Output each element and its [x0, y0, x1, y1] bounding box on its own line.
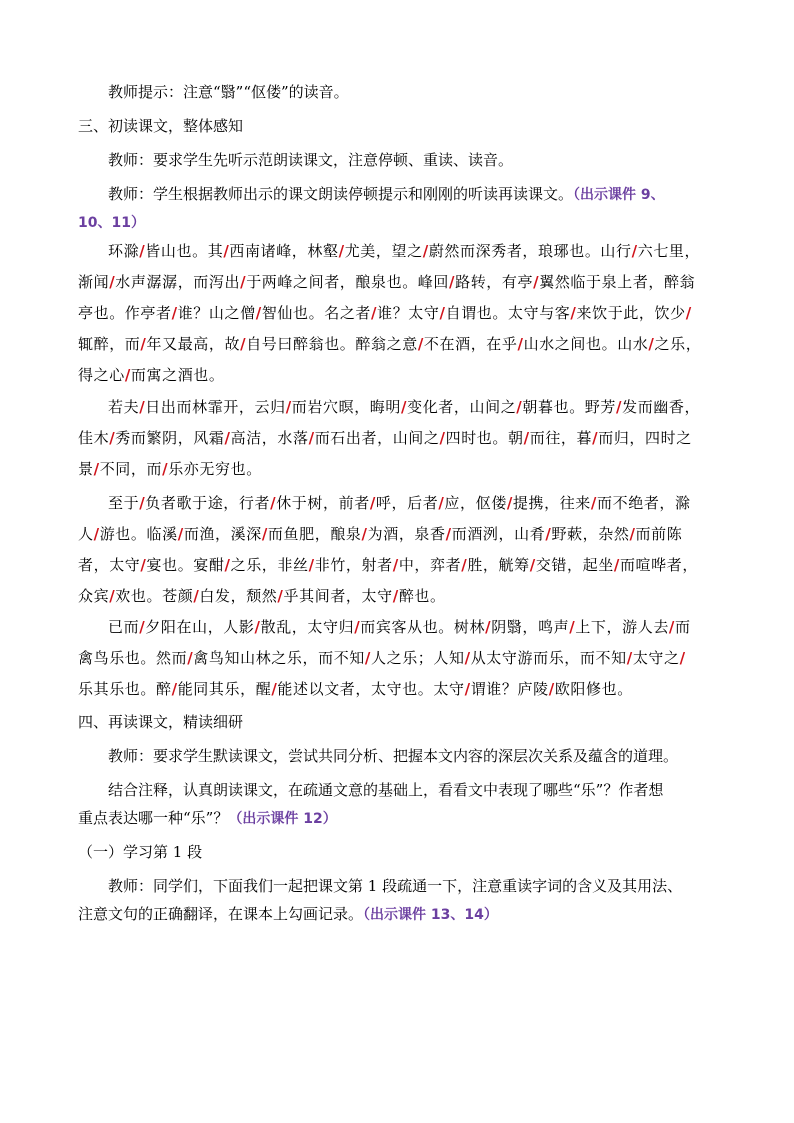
classical-line: 至于/负者歌于途，行者/休于树，前者/呼，后者/应，伛偻/提携，往来/而不绝者，滁 — [108, 494, 691, 512]
classical-line: 景/不同，而/乐亦无穷也。 — [78, 460, 262, 478]
classical-line: 渐闻/水声潺潺，而泻出/于两峰之间者，酿泉也。峰回/路转，有亭/翼然临于泉上者，醉翁 — [78, 273, 696, 291]
question-line-1: 结合注释，认真朗读课文，在疏通文意的基础上，看看文中表现了哪些“乐”？作者想 — [108, 781, 664, 799]
teacher-tip: 教师提示：注意“翳”“伛偻”的读音。 — [108, 83, 349, 101]
classical-line: 佳木/秀而繁阴，风霜/高洁，水落/而石出者，山间之/四时也。朝/而往，暮/而归，四时之 — [78, 429, 692, 447]
teacher-instruction-2 — [108, 184, 665, 205]
section-heading-3: 三、初读课文，整体感知 — [78, 117, 244, 135]
courseware-ref-continued — [78, 212, 145, 233]
classical-line: 乐其乐也。醉/能同其乐，醒/能述以文者，太守也。太守/谓谁？庐陵/欧阳修也。 — [78, 680, 633, 698]
teacher-instruction-4-cont — [78, 904, 498, 925]
teacher-instruction: 教师：要求学生先听示范朗读课文，注意停顿、重读、读音。 — [108, 151, 514, 169]
instruction-text: 教师：学生根据教师出示的课文朗读停顿提示和刚刚的听读再读课文。 — [108, 185, 574, 203]
courseware-ref: （出示课件 9、 — [573, 187, 665, 203]
teacher-instruction-3: 教师：要求学生默读课文，尝试共同分析、把握本文内容的深层次关系及蕴含的道理。 — [108, 747, 679, 765]
classical-line: 环滁/皆山也。其/西南诸峰，林壑/尤美，望之/蔚然而深秀者，琅琊也。山行/六七里， — [108, 242, 701, 260]
courseware-ref-2: 10、11） — [78, 215, 145, 231]
classical-line: 众宾/欢也。苍颜/白发，颓然/乎其间者，太守/醉也。 — [78, 587, 446, 605]
classical-line: 若夫/日出而林霏开，云归/而岩穴暝，晦明/变化者，山间之/朝暮也。野芳/发而幽香， — [108, 398, 701, 416]
sub-heading: （一）学习第 1 段 — [78, 843, 203, 861]
classical-line: 辄醉，而/年又最高，故/自号曰醉翁也。醉翁之意/不在酒，在乎/山水之间也。山水/之乐， — [78, 335, 702, 353]
classical-line: 禽鸟乐也。然而/禽鸟知山林之乐，而不知/人之乐；人知/从太守游而乐，而不知/太守之/ — [78, 649, 686, 667]
classical-line: 亭也。作亭者/谁？山之僧/智仙也。名之者/谁？太守/自谓也。太守与客/来饮于此，饮少/ — [78, 304, 692, 322]
instruction-text-2: 注意文句的正确翻译，在课本上勾画记录。 — [78, 905, 364, 923]
classical-line: 人/游也。临溪/而渔，溪深/而鱼肥，酿泉/为酒，泉香/而酒洌，山肴/野蔌，杂然/而前陈 — [78, 525, 683, 543]
teacher-instruction-4: 教师：同学们，下面我们一起把课文第 1 段疏通一下，注意重读字词的含义及其用法、 — [108, 877, 683, 895]
courseware-ref-4: （出示课件 13、14） — [363, 907, 498, 923]
classical-line: 已而/夕阳在山，人影/散乱，太守归/而宾客从也。树林/阴翳，鸣声/上下，游人去/而 — [108, 618, 691, 636]
section-heading-4: 四、再读课文，精读细研 — [78, 713, 244, 731]
question-text: 重点表达哪一种“乐”？ — [78, 809, 229, 827]
classical-line: 者，太守/宴也。宴酣/之乐，非丝/非竹，射者/中，弈者/胜，觥筹/交错，起坐/而喧哗者， — [78, 556, 698, 574]
classical-line: 得之心/而寓之酒也。 — [78, 366, 225, 384]
courseware-ref-3: （出示课件 12） — [228, 811, 337, 827]
question-line-2 — [78, 808, 337, 829]
